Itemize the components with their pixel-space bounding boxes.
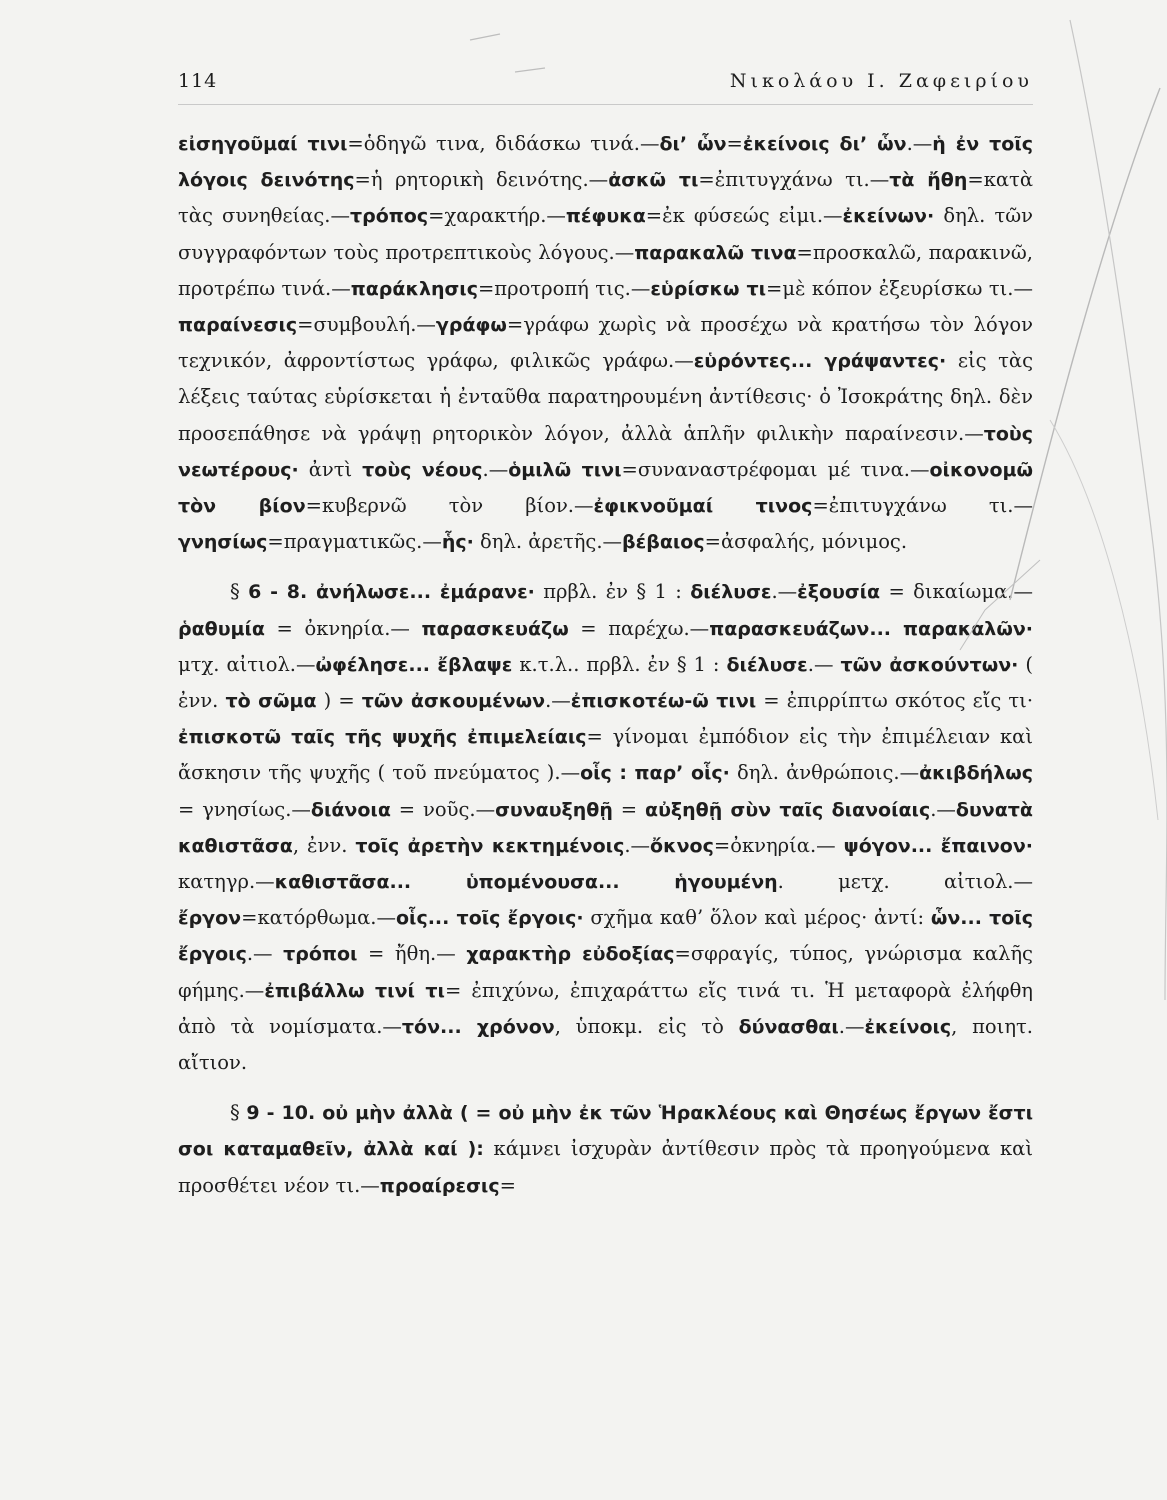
lemma-term: παρασκευάζω (421, 617, 569, 640)
lemma-term: τόν... χρόνον (401, 1015, 555, 1038)
lemma-term: προαίρεσις (379, 1174, 500, 1197)
gloss-text: , ὑποκμ. εἰς τὸ (554, 1014, 739, 1038)
lemma-term: οἷς... τοῖς ἔργοις· (396, 907, 584, 930)
lemma-term: τὸ σῶμα (225, 690, 317, 713)
gloss-text: δηλ. ἀνθρώποις.— (729, 761, 920, 785)
gloss-text: δηλ. τῶν συγγραφόντων τοὺς προτρεπτικοὺς λόγους.— (178, 204, 1033, 264)
page-number: 114 (178, 70, 218, 92)
lemma-term: τῶν ἀσκούντων· (840, 653, 1019, 676)
gloss-text: , ἐνν. (292, 833, 356, 857)
gloss-text: =κατὰ τὰς συνηθείας.— (178, 168, 1034, 228)
lemma-term: παράκλησις (350, 277, 478, 300)
lemma-term: ὧν... τοῖς ἔργοις (178, 907, 1033, 966)
gloss-text: = δικαίωμα.— (880, 580, 1033, 604)
page-body (178, 126, 1033, 1204)
lemma-term: ἧς· (441, 531, 474, 554)
lemma-term: τῶν ἀσκουμένων (361, 690, 546, 713)
lemma-term: ψόγον... ἔπαινον· (843, 834, 1033, 857)
lemma-term: ὁμιλῶ τινι (508, 458, 622, 481)
lemma-term: παραίνεσις (178, 314, 298, 337)
gloss-text: =κυβερνῶ τὸν βίον.— (305, 494, 594, 518)
lemma-term: 9 - 10. οὐ μὴν ἀλλὰ ( = οὐ μὴν ἐκ τῶν Ἡρακλέους καὶ Θησέως ἔργων ἔστι σοι καταμαθεῖν, ἀλλὰ καί ): (178, 1102, 1033, 1161)
gloss-text: § (230, 1101, 247, 1125)
lemma-term: καθιστᾶσα... ὑπομένουσα... ἡγουμένη (274, 871, 778, 894)
lemma-term: βέβαιος (622, 531, 705, 554)
gloss-text: =ὁδηγῶ τινα, διδάσκω τινά.— (347, 132, 660, 155)
lemma-term: ἀσκῶ τι (608, 169, 699, 192)
lemma-term: τοῖς ἀρετὴν κεκτημένοις (355, 834, 625, 857)
lemma-term: ἐπισκοτέω-ῶ τινι (570, 690, 757, 713)
lemma-term: πέφυκα (565, 205, 646, 228)
paragraph (178, 126, 1033, 560)
gloss-text: =ἐπιτυγχάνω τι.— (812, 494, 1033, 518)
lemma-term: διέλυσε (726, 653, 808, 676)
gloss-text: =προσκαλῶ, παρακινῶ, προτρέπω τινά.— (178, 240, 1034, 300)
gloss-text: =ἐκ φύσεώς εἰμι.— (645, 204, 843, 228)
gloss-text: εἰς τὰς λέξεις ταύτας εὑρίσκεται ἡ ἐνταῦθα παρατηρουμένη ἀντίθεσις· ὁ Ἰσοκράτης δηλ. δὲν προσεπάθησε νὰ γράψῃ ρητορικὸν λόγον, ἀλλὰ ἁπλῆν φιλικὴν παραίνεσιν.— (178, 349, 1033, 445)
gloss-text: κάμνει ἰσχυρὰν ἀντίθεσιν πρὸς τὰ προηγούμενα καὶ προσθέτει νέον τι.— (178, 1137, 1033, 1197)
gloss-text: .— (838, 1014, 865, 1038)
lemma-term: παρακαλῶ τινα (634, 241, 797, 264)
lemma-term: τρόπος (350, 205, 429, 228)
gloss-text: = (726, 132, 743, 155)
gloss-text: = (612, 797, 646, 821)
lemma-term: οἰκονομῶ τὸν βίον (178, 458, 1033, 518)
lemma-term: ἐπιβάλλω τινί τι (264, 979, 445, 1002)
gloss-text: =σφραγίς, τύπος, γνώρισμα καλῆς φήμης.— (178, 942, 1033, 1002)
gloss-text: .— (246, 942, 284, 966)
lemma-term: εἰσηγοῦμαί τινι (178, 133, 348, 155)
gloss-text: .— (906, 132, 933, 155)
gloss-text: ) = (316, 689, 362, 713)
gloss-text: .— (624, 833, 651, 857)
gloss-text: =ὀκνηρία.— (713, 833, 844, 857)
lemma-term: ἀκιβδήλως (919, 762, 1034, 785)
running-head: Νικολάου Ι. Ζαφειρίου (729, 70, 1033, 92)
lemma-term: ἡ ἐν τοῖς λόγοις δεινότης (178, 133, 1034, 192)
lemma-term: ὠφέλησε... ἔβλαψε (315, 653, 513, 676)
lemma-term: αὐξηθῇ σὺν ταῖς διανοίαις (645, 798, 931, 821)
lemma-term: παρασκευάζων... παρακαλῶν· (709, 617, 1033, 640)
gloss-text: = νοῦς.— (390, 797, 496, 821)
lemma-term: δύνασθαι (738, 1015, 839, 1038)
gloss-text: πρβλ. ἐν § 1 : (534, 580, 691, 604)
gloss-text: =κατόρθωμα.— (241, 906, 396, 930)
gloss-text: = ἐπιχύνω, ἐπιχαράττω εἴς τινά τι. Ἡ μεταφορὰ ἐλήφθη ἀπὸ τὰ νομίσματα.— (178, 978, 1033, 1038)
gloss-text: = ὀκνηρία.— (264, 616, 422, 640)
gloss-text: δηλ. ἀρετῆς.— (473, 530, 623, 554)
gloss-text: =μὲ κόπον ἐξευρίσκω τι.— (765, 276, 1033, 300)
gloss-text: σχῆμα καθ’ ὅλον καὶ μέρος· ἀντί: (583, 906, 931, 930)
lemma-term: ἐξουσία (797, 581, 881, 604)
lemma-term: οἷς : παρ’ οἷς· (580, 762, 730, 785)
paragraph (178, 1095, 1033, 1204)
lemma-term: ἐπισκοτῶ ταῖς τῆς ψυχῆς ἐπιμελείαις (178, 726, 587, 749)
gloss-text: =χαρακτήρ.— (428, 204, 566, 228)
lemma-term: εὑρίσκω τι (650, 277, 766, 300)
lemma-term: ἐφικνοῦμαί τινος (593, 495, 813, 518)
page-header (178, 70, 1033, 105)
lemma-term: τοὺς νεωτέρους· (178, 422, 1033, 481)
gloss-text: =συμβουλή.— (297, 313, 436, 337)
gloss-text: = (499, 1173, 516, 1197)
gloss-text: κ.τ.λ.. πρβλ. ἐν § 1 : (512, 652, 727, 676)
gloss-text: .— (545, 689, 571, 713)
lemma-term: δυνατὰ καθιστᾶσα (178, 798, 1033, 857)
lemma-term: 6 - 8. ἀνήλωσε... ἐμάρανε· (248, 581, 535, 604)
lemma-term: διέλυσε (690, 581, 772, 604)
lemma-term: διάνοια (310, 798, 391, 821)
gloss-text: § (230, 580, 249, 604)
gloss-text: ἀντὶ (298, 457, 363, 481)
gloss-text: .— (930, 797, 956, 821)
lemma-term: τοὺς νέους (362, 458, 483, 481)
gloss-text: = γίνομαι ἐμπόδιον εἰς τὴν ἐπιμέλειαν καὶ ἄσκησιν τῆς ψυχῆς ( τοῦ πνεύματος ).— (178, 725, 1033, 785)
gloss-text: =πραγματικῶς.— (267, 530, 442, 554)
gloss-text: .— (771, 580, 798, 604)
lemma-term: εὑρόντες... γράψαντες· (693, 350, 947, 373)
lemma-term: ὄκνος (650, 834, 714, 857)
gloss-text: μτχ. αἰτιολ.— (178, 652, 316, 676)
lemma-term: συναυξηθῇ (495, 798, 613, 821)
gloss-text: , ποιητ. αἴτιον. (178, 1014, 1033, 1075)
gloss-text: .— (807, 652, 841, 676)
gloss-text: = γνησίως.— (178, 797, 311, 821)
lemma-term: γράφω (435, 314, 507, 337)
lemma-term: ἐκείνων· (842, 205, 935, 228)
gloss-text: ( ἐνν. (178, 652, 1033, 713)
gloss-text: =συναναστρέφομαι μέ τινα.— (621, 457, 930, 481)
lemma-term: τὰ ἤθη (889, 169, 968, 192)
lemma-term: τρόποι (283, 943, 358, 966)
gloss-text: =προτροπή τις.— (477, 276, 651, 300)
lemma-term: ῥαθυμία (178, 617, 265, 640)
gloss-text: = ἐπιρρίπτω σκότος εἴς τι· (756, 689, 1034, 713)
lemma-term: γνησίως (178, 531, 268, 554)
lemma-term: χαρακτὴρ εὐδοξίας (466, 943, 675, 966)
paragraph (178, 574, 1033, 1081)
gloss-text: κατηγρ.— (178, 870, 275, 894)
gloss-text: =ἐπιτυγχάνω τι.— (698, 168, 890, 192)
gloss-text: .— (482, 457, 509, 481)
lemma-term: ἔργον (178, 907, 242, 930)
gloss-text: =ἀσφαλής, μόνιμος. (704, 530, 908, 554)
lemma-term: δι’ ὧν (659, 133, 727, 155)
gloss-text: = ἤθη.— (357, 942, 467, 966)
gloss-text: =γράφω χωρὶς νὰ προσέχω νὰ κρατήσω τὸν λόγον τεχνικόν, ἀφροντίστως γράφω, φιλικῶς γράφω.— (178, 313, 1033, 373)
gloss-text: . μετχ. αἰτιολ.— (777, 870, 1033, 894)
lemma-term: ἐκείνοις δι’ ὧν (742, 133, 907, 155)
gloss-text: =ἡ ρητορικὴ δεινότης.— (354, 168, 609, 192)
lemma-term: ἐκείνοις (864, 1015, 952, 1038)
gloss-text: = παρέχω.— (568, 616, 710, 640)
